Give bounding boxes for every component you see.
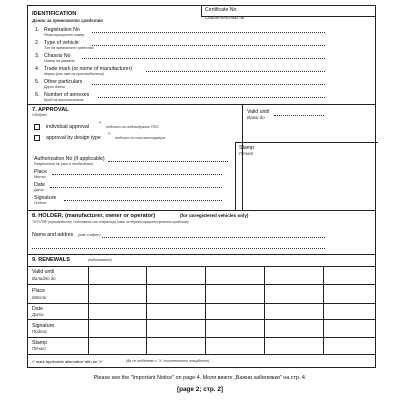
- chassis-no-label: Chassis No: [44, 53, 71, 59]
- renewals-footnote-divider: [28, 354, 375, 355]
- registration-no-label-bg: Регистрационен номер: [44, 33, 85, 37]
- renewal-stamp-label: Stamp: [32, 340, 47, 346]
- other-particulars-field[interactable]: [92, 84, 325, 85]
- design-type-approval-sup: */: [108, 132, 111, 136]
- certificate-label-bg: Свидетелство №: [205, 15, 245, 20]
- renewal-valid-until-label: Valid until: [32, 269, 55, 275]
- renewal-date-label-bg: Дата: [32, 312, 44, 317]
- renewals-row-divider: [28, 303, 375, 304]
- important-notice: Please see the "Important Notice" on page 4. Моля вижте „Важни забележки" на стр. 4.: [93, 375, 307, 381]
- renewals-footnote: */ mark applicable alternative with an "x": [32, 359, 104, 364]
- individual-approval-sup: */: [99, 121, 102, 125]
- annexes-label-bg: Брой на приложенията: [44, 98, 84, 102]
- renewals-row-divider: [28, 319, 375, 320]
- valid-until-label: Valid until: [247, 109, 270, 115]
- vehicle-type-field[interactable]: [92, 45, 325, 46]
- holder-title: 8. HOLDER, (manufacturer, owner or operator): [32, 213, 156, 219]
- authorization-no-label: Authorization No (if applicable): [34, 156, 105, 162]
- approval-title-bg: Одобрен: [32, 113, 47, 117]
- chassis-no-label-bg: Номер на рамата: [44, 59, 75, 63]
- renewal-signature-label: Signature: [32, 323, 55, 329]
- holder-name-label: Name and addres: [32, 232, 74, 238]
- registration-no-field[interactable]: [92, 32, 325, 33]
- individual-approval-label: individual approval: [46, 124, 89, 130]
- section-divider: [28, 254, 375, 255]
- place-field[interactable]: [52, 174, 222, 175]
- holder-name-field[interactable]: [102, 237, 325, 238]
- identification-title: IDENTIFICATION: [32, 11, 77, 17]
- design-type-approval-label: approval by design type: [46, 135, 101, 141]
- signature-label: Signature: [34, 195, 57, 201]
- individual-approval-checkbox[interactable]: [34, 124, 40, 130]
- holder-title-note: (for unregistered vehicles only): [180, 213, 249, 218]
- signature-label-bg: Подпис: [34, 201, 47, 205]
- holder-title-bg: ТИТУЛЯР (производител, собственик или оператор) (само за нерегистрирани превозни средства): [32, 220, 189, 224]
- chassis-no-field[interactable]: [82, 58, 325, 59]
- signature-field[interactable]: [64, 200, 222, 201]
- individual-approval-label-bg: подхосm на индивидуално ППС: [106, 125, 159, 129]
- date-label-bg: Дата: [34, 188, 44, 192]
- approval-title: 7. APPROVAL: [32, 107, 69, 113]
- renewals-column-divider: [205, 266, 206, 354]
- renewal-date-label: Date: [32, 306, 43, 312]
- certificate-label: Certificate No: [205, 7, 237, 13]
- renewal-place-label-bg: Място: [32, 295, 47, 300]
- renewals-row-divider: [28, 337, 375, 338]
- authorization-no-field[interactable]: [108, 161, 228, 162]
- renewals-title-bg: (подновяване): [88, 258, 112, 262]
- renewals-column-divider: [264, 266, 265, 354]
- annexes-label: Number of annexes: [44, 92, 90, 98]
- renewal-valid-until-label-bg: Валидно до: [32, 276, 56, 281]
- trade-mark-field[interactable]: [146, 71, 325, 72]
- place-label: Place: [34, 169, 47, 175]
- section-divider: [28, 104, 375, 105]
- design-type-approval-checkbox[interactable]: [34, 135, 40, 141]
- renewals-footnote-bg: (да се отбележи с "x" съответното твърдение): [126, 359, 210, 363]
- vehicle-type-label-bg: Тип на превозното средство: [44, 46, 94, 50]
- certificate-divider: [201, 6, 202, 16]
- page-number: [page 2; стр. 2]: [176, 386, 224, 393]
- renewals-label-column: [88, 266, 89, 354]
- item-number: 3.: [35, 53, 40, 59]
- other-particulars-label-bg: Други данни: [44, 85, 65, 89]
- identification-title-bg: Данни за превозното средство: [32, 18, 103, 23]
- holder-name-note: (име и адрес): [78, 233, 101, 237]
- renewal-stamp-label-bg: Печат: [32, 346, 46, 351]
- stamp-box: [235, 142, 378, 211]
- renewals-row-divider: [28, 284, 375, 285]
- valid-until-label-bg: Важи до: [247, 115, 265, 120]
- stamp-label: Stamp: [239, 145, 254, 151]
- vehicle-certificate-form: [27, 5, 376, 368]
- valid-until-field[interactable]: [274, 115, 324, 116]
- date-field[interactable]: [50, 187, 222, 188]
- item-number: 6.: [35, 92, 40, 98]
- design-type-approval-label-bg: подхосm по mun конструкция: [115, 136, 166, 140]
- holder-address-field[interactable]: [32, 248, 325, 249]
- other-particulars-label: Other particulars: [44, 79, 83, 85]
- place-label-bg: Място: [34, 175, 46, 179]
- annexes-field[interactable]: [98, 97, 325, 98]
- stamp-label-bg: Печат: [239, 151, 254, 156]
- item-number: 4.: [35, 66, 40, 72]
- trade-mark-label: Trade mark (or name of manufacturer): [44, 66, 133, 72]
- item-number: 1.: [35, 27, 40, 33]
- registration-no-label: Registration No: [44, 27, 80, 33]
- item-number: 5.: [35, 79, 40, 85]
- renewals-column-divider: [323, 266, 324, 354]
- renewal-signature-label-bg: Подпис: [32, 329, 48, 334]
- renewals-title: 9. RENEWALS: [32, 257, 70, 263]
- item-number: 2.: [35, 40, 40, 46]
- section-divider: [28, 210, 375, 211]
- date-label: Date: [34, 182, 45, 188]
- authorization-no-label-bg: Разрешение № (ако е необходимо): [34, 162, 93, 166]
- renewals-column-divider: [146, 266, 147, 354]
- renewal-place-label: Place: [32, 288, 45, 294]
- vehicle-type-label: Type of vehicle: [44, 40, 79, 46]
- trade-mark-label-bg: Марка (или име на производителя): [44, 72, 104, 76]
